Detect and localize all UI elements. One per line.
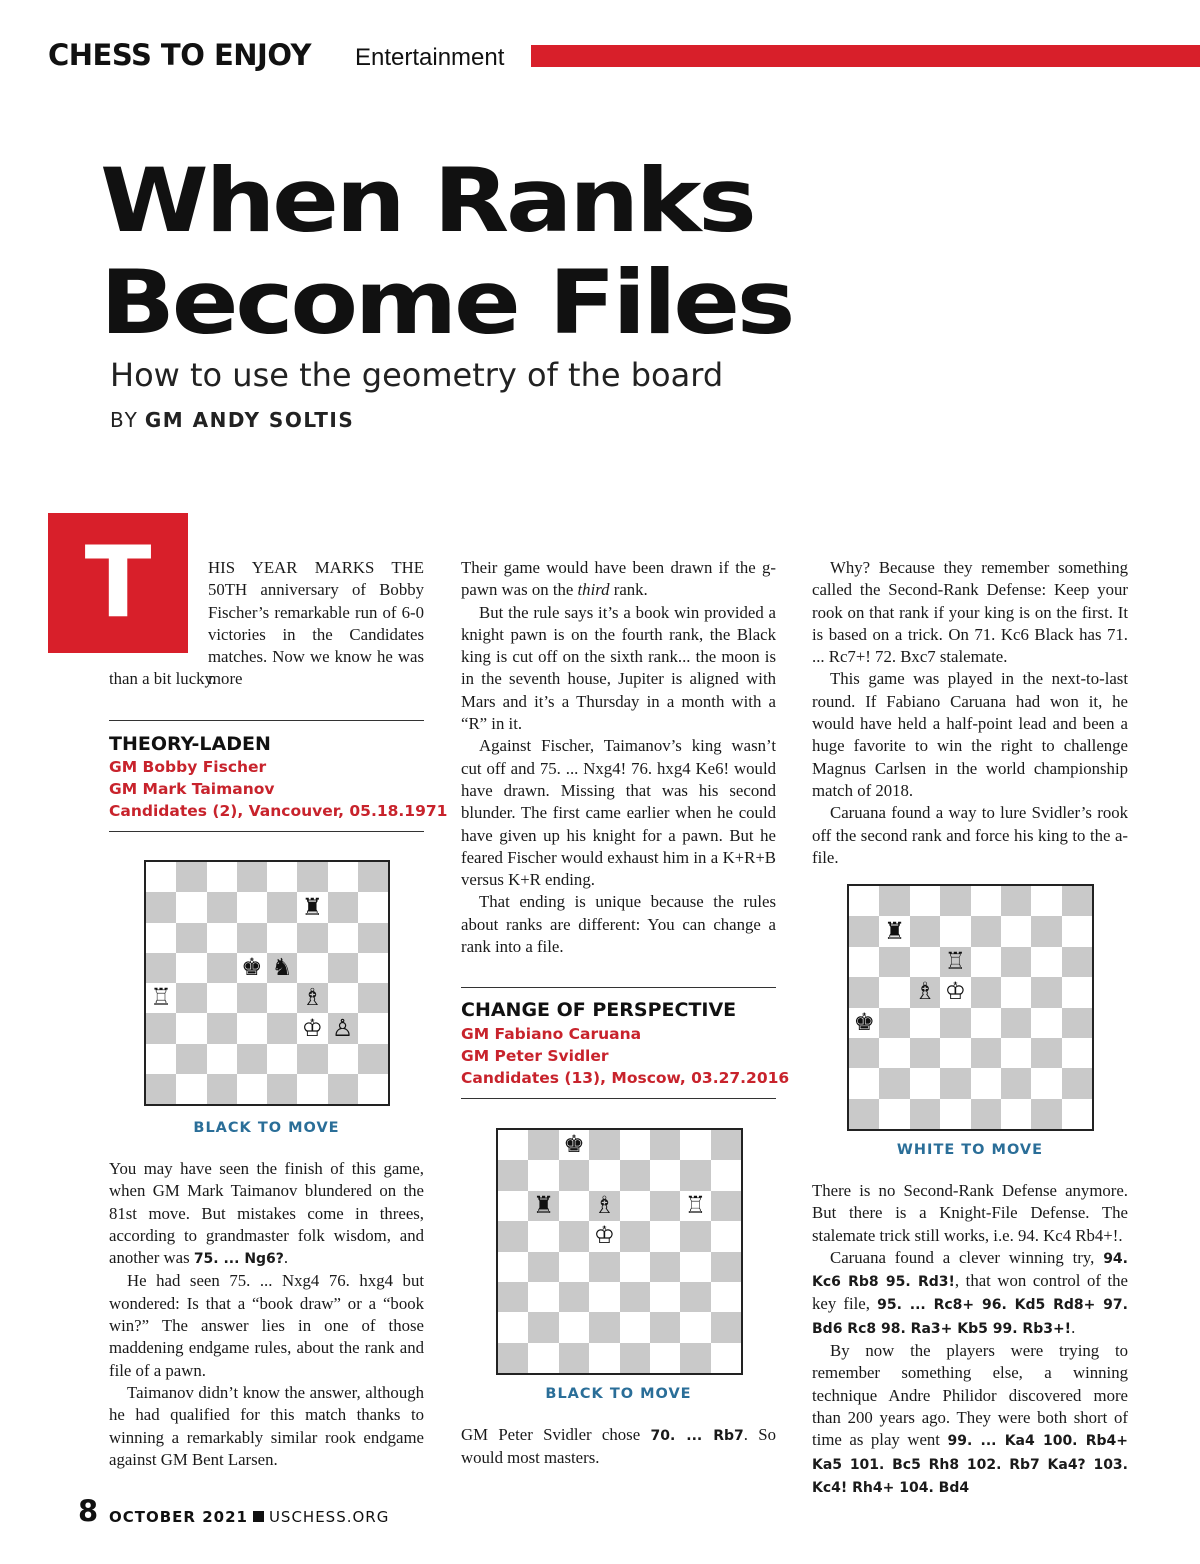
board-square — [940, 886, 970, 916]
board-square — [237, 862, 267, 892]
board-square — [498, 1252, 528, 1282]
board-square — [146, 923, 176, 953]
col2-paragraph-4: That ending is unique because the rules about ranks are different: You can change a rank into a file. — [461, 892, 776, 957]
board-square — [711, 1252, 741, 1282]
board-square — [589, 1282, 619, 1312]
board-square — [711, 1191, 741, 1221]
board-square — [879, 1008, 909, 1038]
board-square — [176, 923, 206, 953]
moves-94-95: 94. Kc6 Rb8 95. Rd3! — [812, 1250, 1128, 1291]
board-square — [237, 1013, 267, 1043]
col3-body-top — [812, 557, 1128, 869]
board-square — [849, 1099, 879, 1129]
board-square — [1031, 1008, 1061, 1038]
board-square — [620, 1252, 650, 1282]
board-square — [620, 1282, 650, 1312]
board-square — [328, 953, 358, 983]
footer-month: OCTOBER 2021 — [109, 1508, 248, 1526]
board-square — [358, 953, 388, 983]
footer-info — [109, 1508, 389, 1526]
col3-paragraph-1: Why? Because they remember something called the Second-Rank Defense: Keep your rook on that rank if your king is on the first. It is based on a trick. On 71. Kc6 Black has 71. ... Rc7+! 72. Bxc7 stalemate. — [812, 558, 1128, 667]
chessboard-diagram-3 — [847, 884, 1094, 1131]
header-accent-bar — [531, 45, 1200, 67]
col2-paragraph-5: GM Peter Svidler chose 70. ... Rb7. So would most masters. — [461, 1425, 776, 1468]
board-square — [528, 1343, 558, 1373]
board-square — [680, 1160, 710, 1190]
white-bishop-icon: ♗ — [301, 983, 323, 1012]
board-square — [297, 1044, 327, 1074]
moves-99-104: 99. ... Ka4 100. Rb4+ Ka5 101. Bc5 Rh8 102. Rb7 Ka4? 103. Kc4! Rh4+ 104. Bd4 — [812, 1433, 1128, 1496]
game2-white-player: GM Fabiano Caruana — [461, 1025, 642, 1043]
board-square — [146, 953, 176, 983]
game1-top-rule — [109, 720, 424, 721]
footer-site: USCHESS.ORG — [268, 1508, 390, 1526]
board-square — [1062, 886, 1092, 916]
board-square — [267, 1013, 297, 1043]
board-square — [207, 953, 237, 983]
board-square — [650, 1130, 680, 1160]
col2-paragraph-1: Their game would have been drawn if the g-pawn was on the third rank. — [461, 558, 776, 600]
board-square — [620, 1221, 650, 1251]
col3-body-bottom — [812, 1180, 1128, 1499]
board-square — [650, 1252, 680, 1282]
board-square — [620, 1312, 650, 1342]
article-title — [100, 149, 793, 354]
section-kicker: CHESS TO ENJOY — [48, 38, 311, 72]
game1-white-player: GM Bobby Fischer — [109, 758, 267, 776]
board-square — [711, 1343, 741, 1373]
white-pawn-icon: ♙ — [332, 1013, 354, 1042]
board-square — [207, 892, 237, 922]
board-square — [559, 1312, 589, 1342]
board-square — [910, 1099, 940, 1129]
board-square — [498, 1160, 528, 1190]
board-square — [498, 1221, 528, 1251]
board-square — [297, 923, 327, 953]
col3-paragraph-6: By now the players were trying to remember something else, a winning technique Andre Philidor discovered more than 200 years ago. They were both short of time as play went 99. ... Ka4 100. Rb4+ Ka5 101. Bc5 Rh8 102. Rb7 Ka4? 103. Kc4! Rh4+ 104. Bd4 — [812, 1341, 1128, 1496]
board-square — [971, 1038, 1001, 1068]
board-square — [176, 953, 206, 983]
board-square — [528, 1282, 558, 1312]
board-square — [940, 1008, 970, 1038]
board-square — [207, 983, 237, 1013]
board-square — [207, 1074, 237, 1104]
chessboard-diagram-2 — [496, 1128, 743, 1375]
black-rook-icon: ♜ — [532, 1191, 555, 1220]
byline — [110, 408, 354, 432]
page-number: 8 — [78, 1494, 99, 1528]
board-square — [1001, 1068, 1031, 1098]
board-square — [1031, 886, 1061, 916]
game1-bottom-rule — [109, 831, 424, 832]
board-square — [589, 1160, 619, 1190]
game2-bottom-rule — [461, 1098, 776, 1099]
board-square — [358, 892, 388, 922]
board-square — [207, 1013, 237, 1043]
diagram3-caption: WHITE TO MOVE — [896, 1142, 1044, 1158]
board-square — [1031, 1038, 1061, 1068]
col1-body — [109, 1158, 424, 1471]
black-king-icon: ♚ — [241, 953, 263, 982]
board-square — [328, 923, 358, 953]
board-square — [940, 916, 970, 946]
board-square — [711, 1221, 741, 1251]
board-square — [971, 1068, 1001, 1098]
board-square — [650, 1160, 680, 1190]
game2-black-player: GM Peter Svidler — [461, 1047, 609, 1065]
col1-paragraph-3: Taimanov didn’t know the answer, although he had qualified for this match thanks to winning a remarkably similar rook endgame against GM Bent Larsen. — [109, 1382, 424, 1469]
board-square — [267, 1044, 297, 1074]
move-ng6: 75. ... Ng6? — [193, 1251, 284, 1268]
board-square — [146, 1044, 176, 1074]
board-square — [498, 1282, 528, 1312]
board-square — [358, 1013, 388, 1043]
board-square — [650, 1312, 680, 1342]
board-square — [650, 1221, 680, 1251]
board-square — [1031, 1099, 1061, 1129]
game2-event: Candidates (13), Moscow, 03.27.2016 — [461, 1069, 790, 1087]
board-square — [589, 1312, 619, 1342]
black-knight-icon: ♞ — [271, 953, 293, 982]
board-square — [176, 892, 206, 922]
game1-heading: THEORY-LADEN — [109, 733, 271, 755]
board-square — [528, 1130, 558, 1160]
board-square — [1001, 1008, 1031, 1038]
col3-paragraph-5: Caruana found a clever winning try, 94. Kc6 Rb8 95. Rd3!, that won control of the key file, 95. ... Rc8+ 96. Kd5 Rd8+ 97. Bd6 Rc8 98. Ra3+ Kb5 99. Rb3+!. — [812, 1247, 1128, 1337]
board-square — [589, 1130, 619, 1160]
board-square — [207, 1044, 237, 1074]
board-square — [849, 1038, 879, 1068]
board-square — [711, 1160, 741, 1190]
board-square — [1062, 1008, 1092, 1038]
board-square — [559, 1343, 589, 1373]
col1-paragraph-1: You may have seen the finish of this game, when GM Mark Taimanov blundered on the 81st move. But mistakes come in threes, according to grandmaster folk wisdom, and another was 75. ... Ng6?. — [109, 1159, 424, 1268]
board-square — [910, 1068, 940, 1098]
board-square — [498, 1312, 528, 1342]
board-square — [849, 947, 879, 977]
board-square — [559, 1282, 589, 1312]
board-square — [328, 1074, 358, 1104]
intro-paragraph-top: HIS YEAR MARKS THE 50TH anniversary of Bobby Fischer’s remarkable run of 6-0 victories in the Candidates matches. Now we know he was more — [208, 558, 424, 689]
board-square — [1001, 886, 1031, 916]
board-square — [971, 1099, 1001, 1129]
board-square — [1001, 916, 1031, 946]
board-square — [879, 977, 909, 1007]
board-square — [879, 947, 909, 977]
board-square — [620, 1191, 650, 1221]
board-square — [559, 1160, 589, 1190]
board-square — [680, 1312, 710, 1342]
board-square — [237, 923, 267, 953]
board-square — [680, 1282, 710, 1312]
board-square — [589, 1252, 619, 1282]
board-square — [328, 983, 358, 1013]
board-square — [680, 1221, 710, 1251]
game2-top-rule — [461, 987, 776, 988]
board-square — [267, 983, 297, 1013]
board-square — [650, 1282, 680, 1312]
board-square — [528, 1221, 558, 1251]
game1-event: Candidates (2), Vancouver, 05.18.1971 — [109, 802, 448, 820]
board-square — [358, 923, 388, 953]
col2-body — [461, 557, 776, 958]
board-square — [711, 1130, 741, 1160]
board-square — [1031, 916, 1061, 946]
board-square — [1062, 977, 1092, 1007]
board-square — [146, 1013, 176, 1043]
board-square — [940, 1038, 970, 1068]
board-square — [1001, 947, 1031, 977]
board-square — [207, 923, 237, 953]
board-square — [879, 1038, 909, 1068]
col2-paragraph-2: But the rule says it’s a book win provided a knight pawn is on the fourth rank, the Black king is cut off on the sixth rank... the moon is in the seventh house, Jupiter is aligned with Mars and it’s a Thursday in a month with a “R” in it. — [461, 602, 776, 734]
game2-heading: CHANGE OF PERSPECTIVE — [461, 999, 737, 1021]
board-square — [910, 1008, 940, 1038]
board-square — [940, 1068, 970, 1098]
white-rook-icon: ♖ — [150, 983, 172, 1012]
board-square — [528, 1312, 558, 1342]
white-king-icon: ♔ — [944, 977, 966, 1006]
board-square — [620, 1160, 650, 1190]
board-square — [1062, 916, 1092, 946]
board-square — [1062, 1038, 1092, 1068]
board-square — [328, 862, 358, 892]
board-square — [237, 1074, 267, 1104]
square-separator-icon — [253, 1511, 264, 1522]
board-square — [358, 983, 388, 1013]
board-square — [176, 1013, 206, 1043]
diagram1-caption: BLACK TO MOVE — [193, 1120, 340, 1136]
board-square — [176, 1074, 206, 1104]
board-square — [879, 886, 909, 916]
board-square — [528, 1252, 558, 1282]
board-square — [498, 1343, 528, 1373]
board-square — [711, 1312, 741, 1342]
board-square — [237, 1044, 267, 1074]
white-rook-icon: ♖ — [944, 947, 966, 976]
white-king-icon: ♔ — [593, 1221, 615, 1250]
board-square — [559, 1221, 589, 1251]
board-square — [849, 916, 879, 946]
board-square — [267, 892, 297, 922]
board-square — [528, 1160, 558, 1190]
board-square — [1062, 1068, 1092, 1098]
col3-paragraph-2: This game was played in the next-to-last round. If Fabiano Caruana had won it, he would have held a half-point lead and been a huge favorite to win the right to challenge Magnus Carlsen in the world championship match of 2018. — [812, 669, 1128, 800]
byline-prefix: BY — [110, 408, 139, 432]
board-square — [358, 1044, 388, 1074]
board-square — [297, 1074, 327, 1104]
moves-95-99: 95. ... Rc8+ 96. Kd5 Rd8+ 97. Bd6 Rc8 98. Ra3+ Kb5 99. Rb3+! — [812, 1297, 1128, 1337]
board-square — [176, 862, 206, 892]
black-rook-icon: ♜ — [301, 892, 323, 921]
board-square — [589, 1343, 619, 1373]
board-square — [680, 1343, 710, 1373]
board-square — [879, 1068, 909, 1098]
white-bishop-icon: ♗ — [914, 977, 936, 1006]
black-king-icon: ♚ — [853, 1007, 875, 1036]
board-square — [1001, 977, 1031, 1007]
board-square — [207, 862, 237, 892]
title-line-1: When Ranks — [100, 149, 754, 252]
board-square — [849, 977, 879, 1007]
section-label: Entertainment — [355, 44, 505, 71]
article-subtitle: How to use the geometry of the board — [110, 356, 724, 394]
col1-paragraph-2: He had seen 75. ... Nxg4 76. hxg4 but wondered: Is that a “book draw” or a “book win?” The answer lies in one of those maddening endgame rules, about the rank and file of a pawn. — [109, 1271, 424, 1380]
board-square — [146, 862, 176, 892]
board-square — [849, 886, 879, 916]
board-square — [971, 1008, 1001, 1038]
col3-paragraph-4: There is no Second-Rank Defense anymore. But there is a Knight-File Defense. The stalemate trick still works, i.e. 94. Kc4 Rb4+!. — [812, 1181, 1128, 1245]
board-square — [297, 862, 327, 892]
board-square — [1001, 1099, 1031, 1129]
diagram2-caption: BLACK TO MOVE — [545, 1386, 692, 1402]
board-square — [146, 1074, 176, 1104]
board-square — [1062, 1099, 1092, 1129]
board-square — [176, 983, 206, 1013]
board-square — [879, 1099, 909, 1129]
intro-paragraph-bottom: than a bit lucky. — [109, 669, 217, 688]
board-square — [267, 1074, 297, 1104]
board-square — [328, 1044, 358, 1074]
board-square — [680, 1130, 710, 1160]
board-square — [237, 892, 267, 922]
board-square — [650, 1191, 680, 1221]
board-square — [146, 892, 176, 922]
board-square — [971, 886, 1001, 916]
board-square — [498, 1191, 528, 1221]
board-square — [559, 1252, 589, 1282]
board-square — [910, 1038, 940, 1068]
board-square — [1031, 947, 1061, 977]
title-line-2: Become Files — [100, 251, 793, 354]
board-square — [940, 1099, 970, 1129]
board-square — [498, 1130, 528, 1160]
board-square — [267, 923, 297, 953]
board-square — [849, 1068, 879, 1098]
board-square — [1062, 947, 1092, 977]
board-square — [971, 947, 1001, 977]
board-square — [358, 1074, 388, 1104]
col2-paragraph-3: Against Fischer, Taimanov’s king wasn’t cut off and 75. ... Nxg4! 76. hxg4 Ke6! would have drawn. Missing that was his second blunder. The first came earlier when he could have given up his knight for a pawn. But he feared Fischer would exhaust him in a K+R+B versus K+R ending. — [461, 736, 776, 890]
byline-author: GM ANDY SOLTIS — [144, 408, 355, 432]
board-square — [1031, 1068, 1061, 1098]
board-square — [650, 1343, 680, 1373]
chessboard-diagram-1 — [144, 860, 390, 1106]
board-square — [237, 983, 267, 1013]
board-square — [297, 953, 327, 983]
col3-paragraph-3: Caruana found a way to lure Svidler’s rook off the second rank and force his king to the a-file. — [812, 803, 1128, 867]
white-rook-icon: ♖ — [684, 1191, 707, 1220]
move-rb7: 70. ... Rb7 — [650, 1428, 744, 1444]
white-bishop-icon: ♗ — [593, 1191, 615, 1220]
black-rook-icon: ♜ — [883, 916, 906, 945]
game1-black-player: GM Mark Taimanov — [109, 780, 275, 798]
board-square — [971, 916, 1001, 946]
drop-cap: T — [48, 513, 188, 653]
board-square — [267, 862, 297, 892]
board-square — [711, 1282, 741, 1312]
board-square — [1001, 1038, 1031, 1068]
board-square — [620, 1343, 650, 1373]
board-square — [328, 892, 358, 922]
board-square — [971, 977, 1001, 1007]
board-square — [559, 1191, 589, 1221]
black-king-icon: ♚ — [563, 1130, 585, 1159]
board-square — [1031, 977, 1061, 1007]
board-square — [910, 947, 940, 977]
board-square — [620, 1130, 650, 1160]
board-square — [358, 862, 388, 892]
board-square — [680, 1252, 710, 1282]
board-square — [910, 916, 940, 946]
white-king-icon: ♔ — [301, 1013, 323, 1042]
board-square — [176, 1044, 206, 1074]
board-square — [910, 886, 940, 916]
